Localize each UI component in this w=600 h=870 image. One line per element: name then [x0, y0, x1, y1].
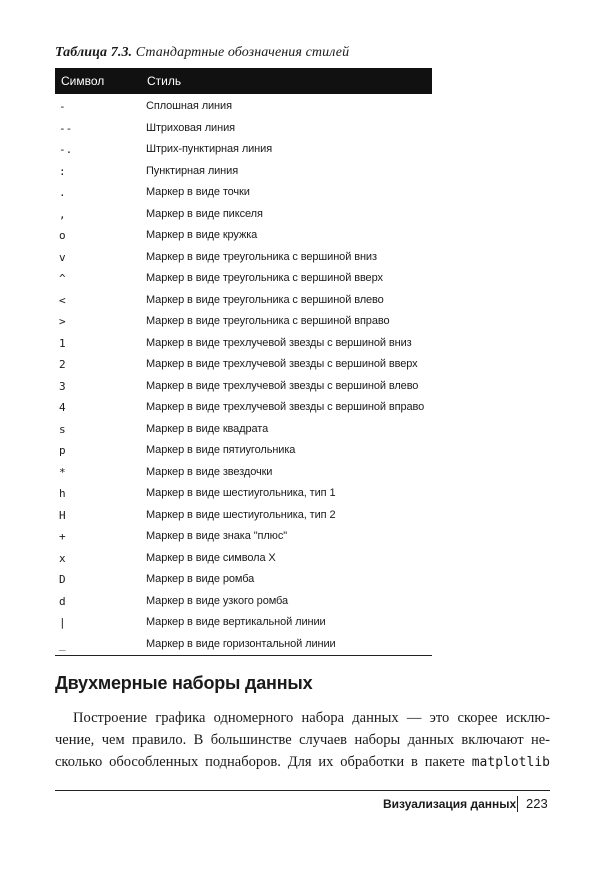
table-body [55, 96, 432, 655]
table-row [55, 591, 432, 613]
table-caption-label: Таблица 7.3. [55, 45, 133, 60]
symbol-cell: h [59, 487, 66, 500]
table-row [55, 462, 432, 484]
section-heading: Двухмерные наборы данных [55, 673, 313, 693]
table-row [55, 290, 432, 312]
table-caption [55, 45, 349, 61]
body-paragraph [55, 707, 550, 774]
symbol-cell: -. [59, 143, 73, 156]
style-cell: Маркер в виде вертикальной линии [146, 616, 326, 628]
table-row [55, 225, 432, 247]
table-row [55, 569, 432, 591]
table-row [55, 483, 432, 505]
table-row [55, 612, 432, 634]
style-cell: Маркер в виде пятиугольника [146, 444, 296, 456]
style-cell: Маркер в виде символа X [146, 551, 276, 564]
paragraph-line-text: сколько обособленных поднаборов. Для их обработки в пакете [55, 754, 465, 770]
table-bottom-rule [55, 655, 432, 656]
style-cell: Маркер в виде узкого ромба [146, 594, 289, 607]
table-caption-title: Стандартные обозначения стилей [135, 45, 350, 60]
style-cell: Маркер в виде треугольника с вершиной вправо [146, 315, 390, 327]
table-row [55, 440, 432, 462]
footer-divider [517, 796, 518, 812]
style-cell: Маркер в виде ромба [146, 573, 255, 585]
table-row [55, 526, 432, 548]
symbol-cell: s [59, 422, 66, 436]
symbol-cell: 1 [59, 336, 66, 350]
symbol-cell: D [59, 573, 66, 586]
table-row [55, 354, 432, 376]
table-row [55, 397, 432, 419]
style-cell: Маркер в виде шестиугольника, тип 2 [146, 508, 336, 521]
symbol-cell: . [59, 186, 66, 199]
style-cell: Маркер в виде шестиугольника, тип 1 [146, 487, 336, 499]
style-cell: Маркер в виде знака "плюс" [146, 530, 288, 542]
style-cell: Маркер в виде пикселя [146, 207, 263, 220]
table-row [55, 204, 432, 226]
style-cell: Маркер в виде трехлучевой звезды с вершиной влево [146, 379, 419, 392]
symbol-cell: _ [59, 637, 66, 651]
table-row [55, 268, 432, 290]
table-row [55, 96, 432, 118]
style-cell: Маркер в виде точки [146, 186, 250, 198]
symbol-cell: - [59, 100, 66, 113]
column-header-symbol: Символ [61, 74, 105, 88]
style-cell: Штрих-пунктирная линия [146, 143, 273, 155]
table-row [55, 182, 432, 204]
symbol-cell: d [59, 594, 66, 608]
symbol-cell: p [59, 444, 66, 457]
table-row [55, 548, 432, 570]
running-footer-title: Визуализация данных [383, 797, 517, 811]
style-cell: Маркер в виде трехлучевой звезды с вершиной вверх [146, 358, 418, 370]
symbol-cell: v [59, 250, 66, 264]
table-row [55, 118, 432, 140]
symbol-cell: : [59, 164, 66, 178]
column-header-style: Стиль [147, 74, 182, 88]
table-row [55, 161, 432, 183]
table-row [55, 505, 432, 527]
symbol-cell: -- [59, 121, 73, 135]
style-cell: Маркер в виде треугольника с вершиной вверх [146, 272, 383, 284]
symbol-cell: H [59, 508, 66, 522]
table-row [55, 333, 432, 355]
table-header [55, 68, 432, 94]
page-number: 223 [526, 796, 548, 811]
symbol-cell: | [59, 616, 66, 629]
table-row [55, 247, 432, 269]
table-row [55, 139, 432, 161]
style-cell: Маркер в виде трехлучевой звезды с вершиной вправо [146, 401, 425, 413]
table-row [55, 419, 432, 441]
table-row [55, 311, 432, 333]
style-cell: Маркер в виде звездочки [146, 465, 273, 478]
paragraph-line: чение, чем правило. В большинстве случаев наборы данных включают не- [55, 732, 550, 748]
symbol-cell: 4 [59, 401, 66, 414]
style-cell: Маркер в виде трехлучевой звезды с вершиной вниз [146, 336, 412, 349]
paragraph-line [55, 751, 550, 774]
symbol-cell: > [59, 315, 66, 328]
symbol-cell: * [59, 465, 66, 479]
symbol-cell: ^ [59, 272, 66, 285]
symbol-cell: < [59, 293, 66, 307]
style-cell: Пунктирная линия [146, 164, 239, 177]
style-cell: Маркер в виде треугольника с вершиной влево [146, 293, 384, 306]
symbol-cell: , [59, 207, 66, 221]
inline-code: matplotlib [471, 755, 550, 770]
style-cell: Маркер в виде треугольника с вершиной вниз [146, 250, 377, 263]
symbol-cell: o [59, 229, 66, 242]
table-row [55, 376, 432, 398]
symbol-cell: + [59, 530, 66, 543]
style-cell: Сплошная линия [146, 100, 232, 112]
paragraph-line: Построение графика одномерного набора данных — это скорее исклю- [73, 710, 550, 726]
style-cell: Штриховая линия [146, 121, 235, 134]
style-cell: Маркер в виде кружка [146, 229, 258, 241]
footer-rule [55, 790, 550, 791]
symbol-cell: x [59, 551, 66, 565]
style-cell: Маркер в виде горизонтальной линии [146, 637, 336, 650]
style-cell: Маркер в виде квадрата [146, 422, 269, 435]
symbol-cell: 2 [59, 358, 66, 371]
symbol-cell: 3 [59, 379, 66, 393]
table-row [55, 634, 432, 656]
